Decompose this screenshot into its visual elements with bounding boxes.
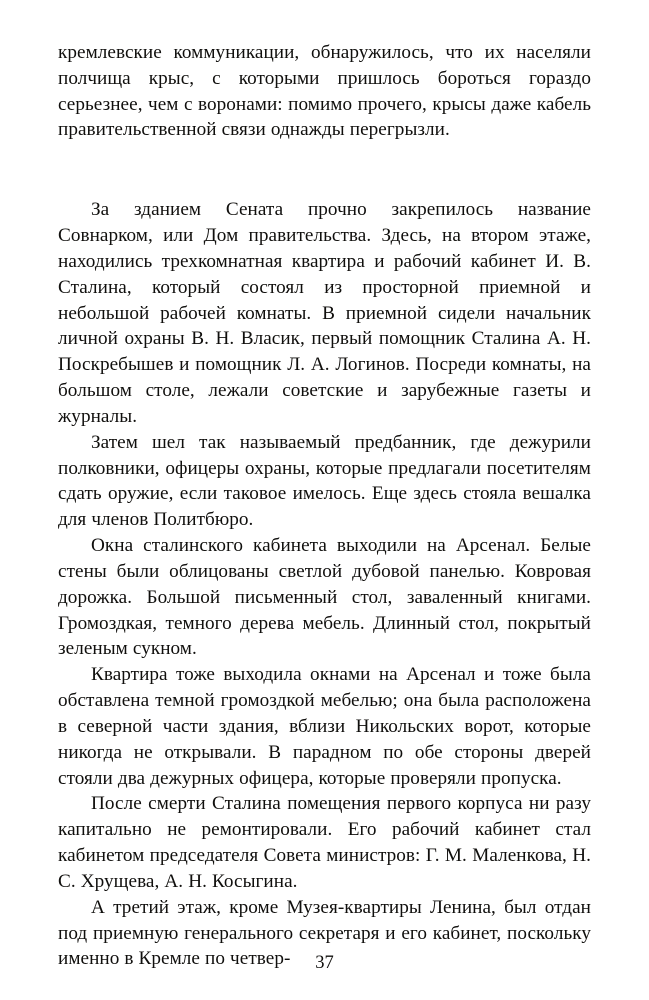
page-number: 37 [315,953,334,973]
paragraph-spacer [58,143,591,197]
continued-paragraph-block [58,40,591,143]
paragraph: Квартира тоже выходила окнами на Арсенал и тоже была обставлена темной громоздкой мебелью; она была расположена в северной части здания, вблизи Никольских ворот, которые никогда не открывали. В парадном по обе стороны дверей стояли два дежурных офицера, которые проверяли пропуска. [58,664,591,789]
paragraph: После смерти Сталина помещения первого корпуса ни разу капитально не ремонтировали. Его рабочий кабинет стал кабинетом председателя Совета министров: Г. М. Маленкова, Н. С. Хрущева, А. Н. Косыгина. [58,793,591,892]
paragraph: За зданием Сената прочно закрепилось название Совнарком, или Дом правительства. Здесь, на втором этаже, находились трехкомнатная квартира и рабочий кабинет И. В. Сталина, который состоял из просторной приемной и небольшой рабочей комнаты. В приемной сидели начальник личной охраны В. Н. Власик, первый помощник Сталина А. Н. Поскребышев и помощник Л. А. Логинов. Посреди комнаты, на большом столе, лежали советские и зарубежные газеты и журналы. [58,199,591,427]
paragraph: Окна сталинского кабинета выходили на Арсенал. Белые стены были облицованы светлой дубовой панелью. Ковровая дорожка. Большой письменный стол, заваленный книгами. Громоздкая, темного дерева мебель. Длинный стол, покрытый зеленым сукном. [58,535,591,660]
paragraph-continued: кремлевские коммуникации, обнаружилось, что их населяли полчища крыс, с которыми пришлось бороться гораздо серьезнее, чем с воронами: помимо прочего, крысы даже кабель правительственной связи однажды перегрызли. [58,42,591,141]
body-text [58,197,591,972]
paragraph: Затем шел так называемый предбанник, где дежурили полковники, офицеры охраны, которые предлагали посетителям сдать оружие, если таковое имелось. Еще здесь стояла вешалка для членов Политбюро. [58,431,591,531]
paragraph: А третий этаж, кроме Музея-квартиры Ленина, был отдан под приемную генерального секретаря и его кабинет, поскольку именно в Кремле по четвер- [58,896,591,970]
